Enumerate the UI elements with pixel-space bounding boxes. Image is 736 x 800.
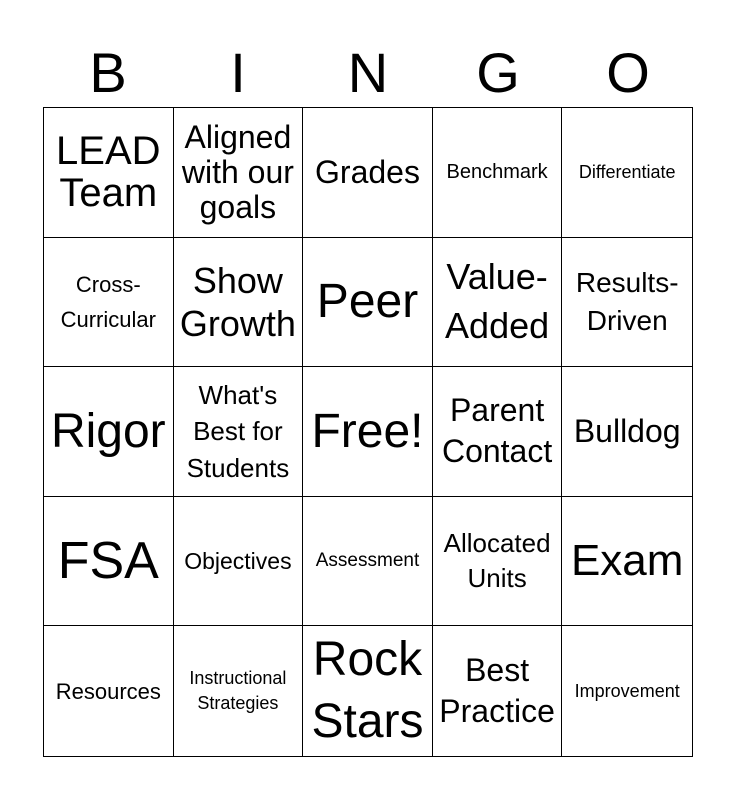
cell-label: Resources <box>55 678 161 704</box>
bingo-cell[interactable] <box>562 626 692 756</box>
cell-label: Show Growth <box>179 259 296 344</box>
cell-label: Peer <box>316 275 419 329</box>
bingo-cell[interactable] <box>174 238 304 368</box>
cell-label: Objectives <box>184 547 292 574</box>
bingo-cell[interactable] <box>303 238 433 368</box>
cell-label: Instructional Strategies <box>189 668 287 714</box>
cell-label: Cross- Curricular <box>60 271 156 332</box>
cell-label: Grades <box>315 153 420 190</box>
cell-label: Assessment <box>315 550 420 572</box>
cell-label: Differentiate <box>578 161 676 182</box>
cell-label: Allocated Units <box>443 528 551 594</box>
bingo-cell[interactable] <box>562 497 692 627</box>
bingo-cell[interactable] <box>562 238 692 368</box>
bingo-cell[interactable] <box>44 108 174 238</box>
cell-label: Parent Contact <box>441 391 553 470</box>
bingo-cell[interactable] <box>303 367 433 497</box>
bingo-cell[interactable] <box>44 238 174 368</box>
bingo-cell[interactable] <box>562 108 692 238</box>
bingo-cell[interactable] <box>44 497 174 627</box>
bingo-cell[interactable] <box>562 367 692 497</box>
header-letter-i: I <box>230 41 246 104</box>
cell-label: Free! <box>311 404 424 458</box>
bingo-cell[interactable] <box>174 108 304 238</box>
cell-label: LEAD Team <box>56 129 161 216</box>
cell-label: Benchmark <box>446 161 548 184</box>
bingo-cell[interactable] <box>303 497 433 627</box>
cell-label: Rigor <box>50 404 166 458</box>
bingo-cell[interactable] <box>44 626 174 756</box>
cell-label: Bulldog <box>573 412 681 449</box>
bingo-cell[interactable] <box>174 626 304 756</box>
cell-label: Aligned with our goals <box>181 118 294 225</box>
bingo-cell[interactable] <box>303 108 433 238</box>
bingo-cell[interactable] <box>433 108 563 238</box>
bingo-cell[interactable] <box>433 238 563 368</box>
cell-label: Exam <box>570 535 684 585</box>
cell-label: Rock Stars <box>311 632 424 749</box>
cell-label: Value- Added <box>445 256 550 346</box>
header-letter-g: G <box>476 41 520 104</box>
cell-label: FSA <box>57 531 159 590</box>
bingo-cell[interactable] <box>174 497 304 627</box>
cell-label: Best Practice <box>439 651 555 730</box>
bingo-cell[interactable] <box>303 626 433 756</box>
cell-label: Results- Driven <box>575 267 679 336</box>
bingo-cell[interactable] <box>174 367 304 497</box>
bingo-cell[interactable] <box>433 367 563 497</box>
bingo-cell[interactable] <box>433 626 563 756</box>
header-letter-b: B <box>89 41 127 104</box>
header-letter-o: O <box>606 41 650 104</box>
bingo-cell[interactable] <box>433 497 563 627</box>
bingo-cell[interactable] <box>44 367 174 497</box>
cell-label: What's Best for Students <box>186 379 290 483</box>
bingo-header <box>43 40 693 106</box>
bingo-board <box>43 107 693 757</box>
header-letter-n: N <box>347 41 389 104</box>
cell-label: Improvement <box>574 680 680 701</box>
